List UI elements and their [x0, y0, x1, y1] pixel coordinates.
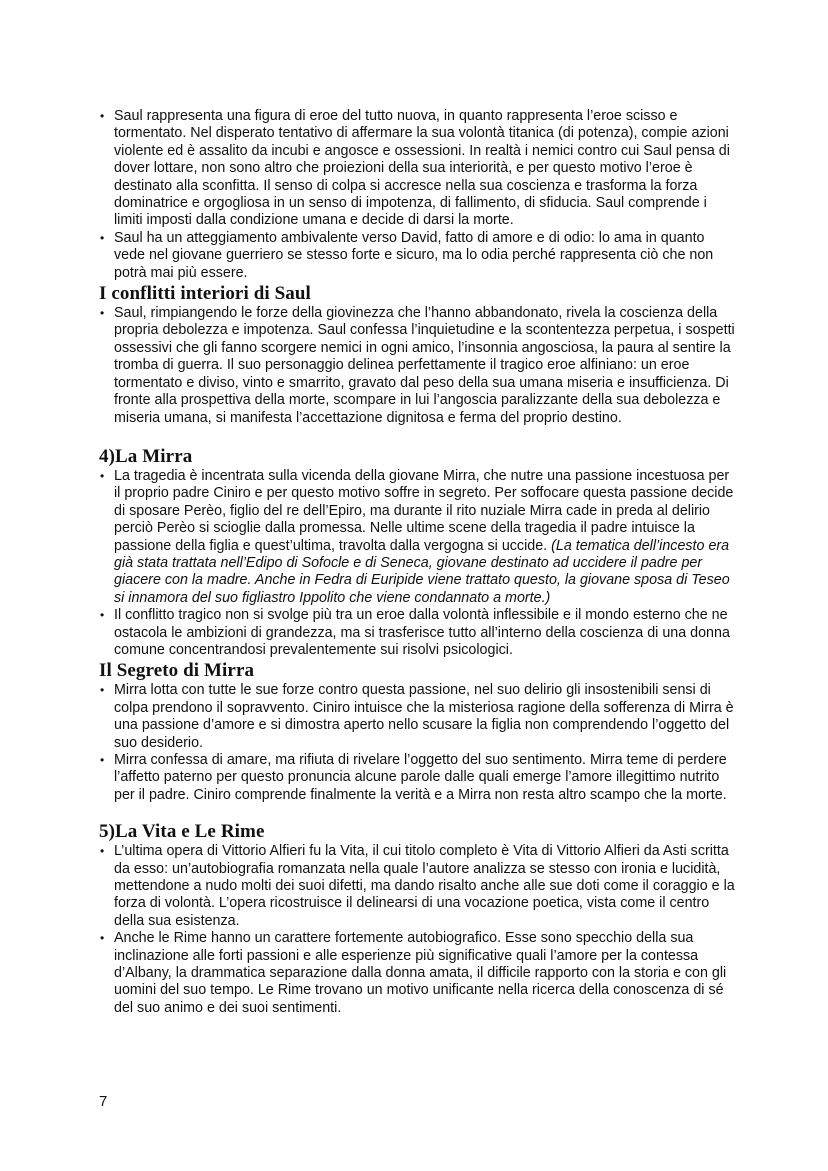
page-content: [99, 108, 737, 1017]
list-item: • Saul, rimpiangendo le forze della giovinezza che l’hanno abbandonato, rivela la coscienza della propria debolezza e impotenza. Saul confessa l’inquietudine e la scontentezza perpetua, i sospetti ossessivi che gli fanno scorgere nemici in ogni amico, l’insonnia angosciosa, la paura al sentire la tromba di guerra. Il suo personaggio delinea perfettamente il tragico eroe alfiniano: un eroe tormentato e diviso, vinto e smarrito, gravato dal peso della sua umana miseria e insufficienza. Di fronte alla prospettiva della morte, scompare in lui l’angoscia paralizzante della sua debolezza e miseria umana, si manifesta l’accettazione dignitosa e ferma del proprio destino.: [99, 305, 737, 427]
vita-bullet-list: [99, 843, 737, 1017]
section-heading-conflitti-saul: I conflitti interiori di Saul: [99, 283, 311, 305]
conflitti-bullet-list: [99, 305, 737, 427]
list-item: • Il conflitto tragico non si svolge più tra un eroe dalla volontà inflessibile e il mondo esterno che ne ostacola le ambizioni di grandezza, ma si trasferisce tutto all’interno della coscienza di una donna comune concentrandosi prevalentemente sui risolvi psicologici.: [99, 607, 737, 659]
list-item-italic-note: (La tematica dell’incesto era già stata trattata nell’Edipo di Sofocle e di Seneca, giovane destinato ad uccidere il padre per giacere con la madre. Anche in Fedra di Euripide viene trattato questo, la giovane sposa di Teseo si innamora del suo figliastro Ippolito che viene condannato a morte.): [114, 537, 730, 606]
list-item: [99, 468, 737, 607]
segreto-bullet-list: [99, 682, 737, 804]
list-item: • Anche le Rime hanno un carattere fortemente autobiografico. Esse sono specchio della sua inclinazione alle forti passioni e alle esperienze più significative quali l’amore per la contessa d’Albany, la drammatica separazione dalla donna amata, il difficile rapporto con la storia e con gli uomini del suo tempo. Le Rime trovano un motivo unificante nella ricerca della conoscenza di sé del suo animo e dei suoi sentimenti.: [99, 930, 737, 1017]
list-item-text: La tragedia è incentrata sulla vicenda della giovane Mirra, che nutre una passione incestuosa per il proprio padre Ciniro e per questo motivo soffre in segreto. Per soffocare questa passione decide di sposare Perèo, figlio del re dell’Epiro, ma durante il rito nuziale Mirra cade in preda al delirio perciò Perèo si scioglie dalla promessa. Nelle ultime scene della tragedia il padre intuisce la passione della figlia e quest’ultima, travolta dalla vergogna si uccide.: [114, 467, 734, 554]
list-item: • Mirra confessa di amare, ma rifiuta di rivelare l’oggetto del suo sentimento. Mirra teme di perdere l’affetto paterno per questo pronuncia alcune parole dalle quali emerge l’amore illegittimo nutrito per il padre. Ciniro comprende finalmente la verità e a Mirra non resta altro scampo che la morte.: [99, 752, 737, 804]
list-item: • L’ultima opera di Vittorio Alfieri fu la Vita, il cui titolo completo è Vita di Vittorio Alfieri da Asti scritta da esso: un’autobiografia romanzata nella quale l’autore analizza se stesso con ironia e lucidità, mettendone a nudo molti dei suoi difetti, ma dando risalto anche alle sue doti come il coraggio e la forza di volontà. L’opera ricostruisce il delinearsi di una vocazione poetica, vista come il centro della sua esistenza.: [99, 843, 737, 930]
section-heading-la-mirra: 4)La Mirra: [99, 445, 193, 467]
section-heading-segreto-mirra: Il Segreto di Mirra: [99, 660, 255, 682]
page-number: 7: [99, 1093, 108, 1110]
list-item: • Saul rappresenta una figura di eroe del tutto nuova, in quanto rappresenta l’eroe scisso e tormentato. Nel disperato tentativo di affermare la sua volontà titanica (di potenza), compie azioni violente ed è assalito da incubi e angosce e ossessioni. In realtà i nemici contro cui Saul pensa di dover lottare, non sono altro che proiezioni della sua interiorità, e per questo motivo l’eroe è destinato alla sconfitta. Il senso di colpa si accresce nella sua coscienza e trasforma la forza dominatrice e orgogliosa in un senso di impotenza, di fallimento, di sfiducia. Saul comprende i limiti imposti dalla condizione umana e decide di darsi la morte.: [99, 108, 737, 230]
list-item: • Mirra lotta con tutte le sue forze contro questa passione, nel suo delirio gli insostenibili sensi di colpa prendono il sopravvento. Ciniro intuisce che la misteriosa ragione della sofferenza di Mirra è una passione d’amore e si dimostra aperto nello scusare la figlia non comprendendo l’oggetto del suo desiderio.: [99, 682, 737, 752]
section-heading-vita-rime: 5)La Vita e Le Rime: [99, 821, 265, 843]
list-item: • Saul ha un atteggiamento ambivalente verso David, fatto di amore e di odio: lo ama in quanto vede nel giovane guerriero se stesso forte e sicuro, ma lo odia perché rappresenta ciò che non potrà mai più essere.: [99, 230, 737, 282]
saul-bullet-list: [99, 108, 737, 282]
mirra-bullet-list: [99, 468, 737, 659]
